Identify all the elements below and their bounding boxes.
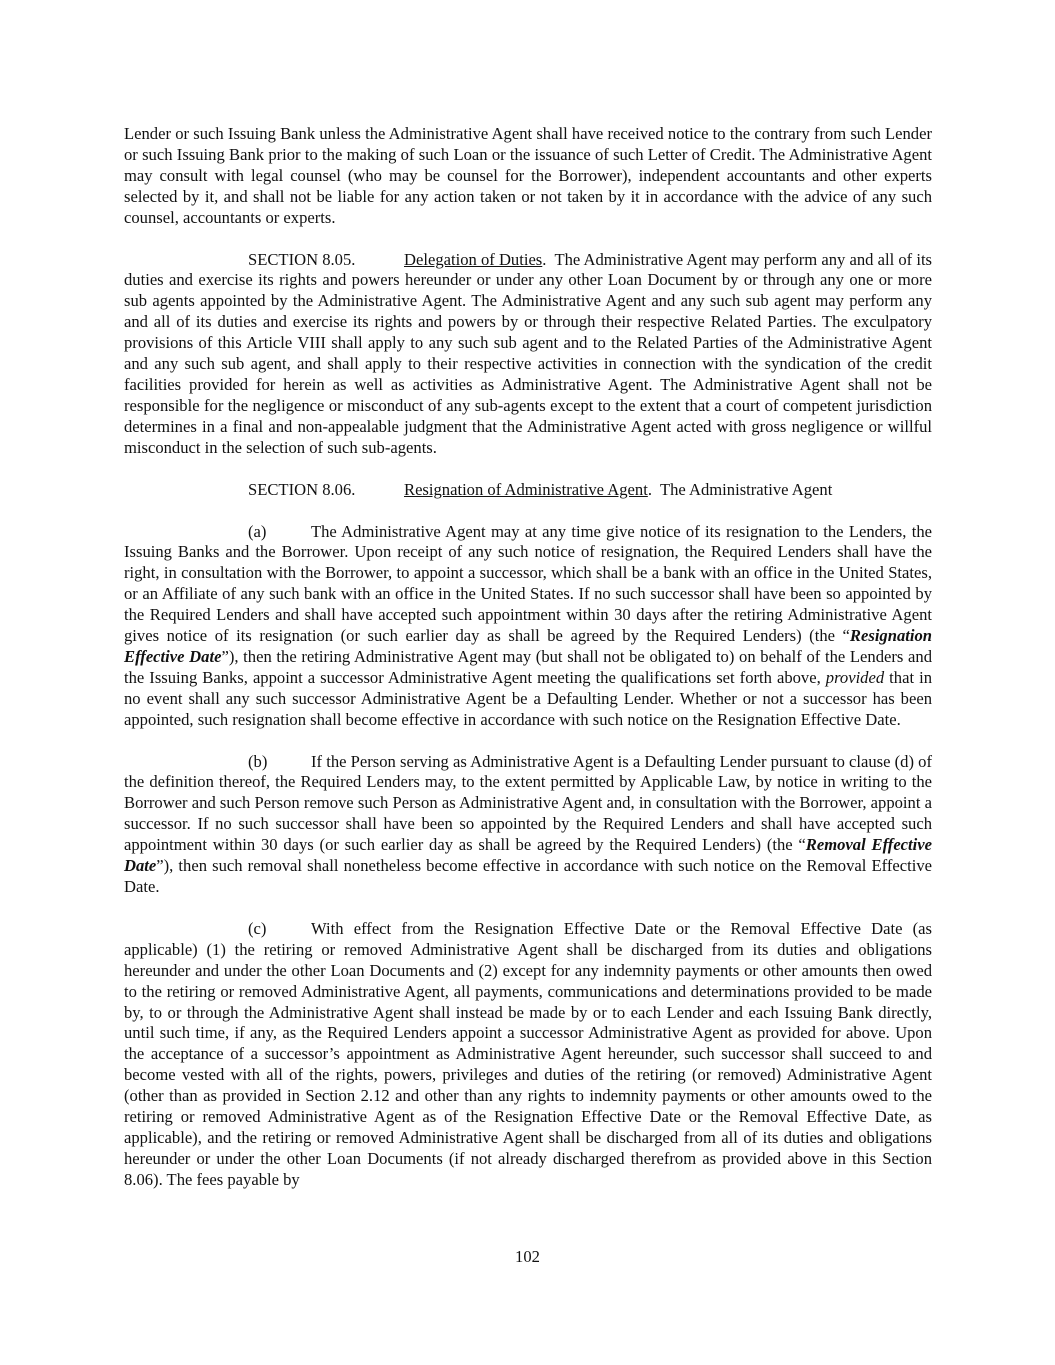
continuation-paragraph: Lender or such Issuing Bank unless the Administrative Agent shall have received notice to the contrary from such Lender or such Issuing Bank prior to the making of such Loan or the issuance of such Letter of Credit. The Administrative Agent may consult with legal counsel (who may be counsel for the Borrower), independent accountants and other experts selected by it, and shall not be liable for any action taken or not taken by it in accordance with the advice of any such counsel, accountants or experts.: [124, 124, 932, 227]
clause-label: (a): [248, 521, 267, 541]
defined-term: Removal Effective Date: [124, 835, 932, 876]
section-body: The Administrative Agent: [659, 479, 833, 499]
section-heading: Delegation of Duties: [404, 249, 543, 269]
clause-text: that in no event shall any such successor Administrative Agent be a Defaulting Lender. Whether or not a successor has been appointed, such resignation shall become effective in accordance with such notice on the Resignation Effective Date.: [124, 667, 932, 729]
document-page: [124, 124, 932, 1212]
clause-text: The Administrative Agent may at any time give notice of its resignation to the Lenders, the Issuing Banks and the Borrower. Upon receipt of any such notice of resignation, the Required Lenders shall have the right, in consultation with the Borrower, to appoint a successor, which shall be a bank with an office in the United States, or an Affiliate of any such bank with an office in the United States. If no such successor shall have been so appointed by the Required Lenders and shall have accepted such appointment within 30 days after the retiring Administrative Agent gives notice of its resignation (or such earlier day as shall be agreed by the Required Lenders) (the “: [124, 521, 932, 646]
clause-b-paragraph: [124, 752, 932, 898]
clause-text: ”), then the retiring Administrative Agent may (but shall not be obligated to) on behalf of the Lenders and the Issuing Banks, appoint a successor Administrative Agent meeting the qualifications set forth above,: [124, 646, 933, 687]
section-8-06-heading-paragraph: [124, 480, 932, 501]
page-number: 102: [515, 1247, 540, 1266]
section-number: SECTION 8.06.: [248, 479, 356, 499]
clause-a-paragraph: [124, 522, 932, 731]
section-body: The Administrative Agent may perform any and all of its duties and exercise its rights and powers hereunder or under any other Loan Document by or through any one or more sub agents appointed by the Administrative Agent. The Administrative Agent and any such sub agent may perform any and all of its duties and exercise its rights and powers by or through their respective Related Parties. The exculpatory provisions of this Article VIII shall apply to any such sub agent and to the Related Parties of the Administrative Agent and any such sub agent, and shall apply to their respective activities in connection with the syndication of the credit facilities provided for herein as well as activities as Administrative Agent. The Administrative Agent shall not be responsible for the negligence or misconduct of any sub-agents except to the extent that a court of competent jurisdiction determines in a final and non-appealable judgment that the Administrative Agent acted with gross negligence or willful misconduct in the selection of such sub-agents.: [124, 249, 933, 457]
clause-text: If the Person serving as Administrative Agent is a Defaulting Lender pursuant to clause (d) of the definition thereof, the Required Lenders may, to the extent permitted by Applicable Law, by notice in writing to the Borrower and such Person remove such Person as Administrative Agent and, in consultation with the Borrower, appoint a successor. If no such successor shall have been so appointed by the Required Lenders and shall have accepted such appointment within 30 days (or such earlier day as shall be agreed by the Required Lenders) (the “: [124, 751, 932, 855]
clause-text: ”), then such removal shall nonetheless become effective in accordance with such notice on the Removal Effective Date.: [124, 856, 932, 896]
section-heading-period: .: [542, 249, 547, 269]
section-8-05-paragraph: [124, 250, 932, 459]
proviso-term: provided: [825, 667, 885, 687]
clause-label: (c): [248, 918, 267, 938]
section-heading: Resignation of Administrative Agent: [404, 479, 648, 499]
clause-text: With effect from the Resignation Effective Date or the Removal Effective Date (as applicable) (1) the retiring or removed Administrative Agent shall be discharged from its duties and obligations hereunder and under the other Loan Documents and (2) except for any indemnity payments or other amounts then owed to the retiring or removed Administrative Agent, all payments, communications and determinations provided to be made by, to or through the Administrative Agent shall instead be made by or to each Lender and each Issuing Bank directly, until such time, if any, as the Required Lenders appoint a successor Administrative Agent as provided for above. Upon the acceptance of a successor’s appointment as Administrative Agent hereunder, such successor shall succeed to and become vested with all of the rights, powers, privileges and duties of the retiring (or removed) Administrative Agent (other than as provided in Section 2.12 and other than any rights to indemnity payments or other amounts owed to the retiring or removed Administrative Agent as of the Resignation Effective Date or the Removal Effective Date, as applicable), and the retiring or removed Administrative Agent shall be discharged from all of its duties and obligations hereunder or under the other Loan Documents (if not already discharged therefrom as provided above in this Section 8.06). The fees payable by: [124, 918, 932, 1189]
section-number: SECTION 8.05.: [248, 249, 356, 269]
clause-label: (b): [248, 751, 268, 771]
section-heading-period: .: [647, 479, 652, 499]
defined-term: Resignation Effective Date: [124, 626, 932, 666]
clause-c-paragraph: [124, 919, 932, 1191]
